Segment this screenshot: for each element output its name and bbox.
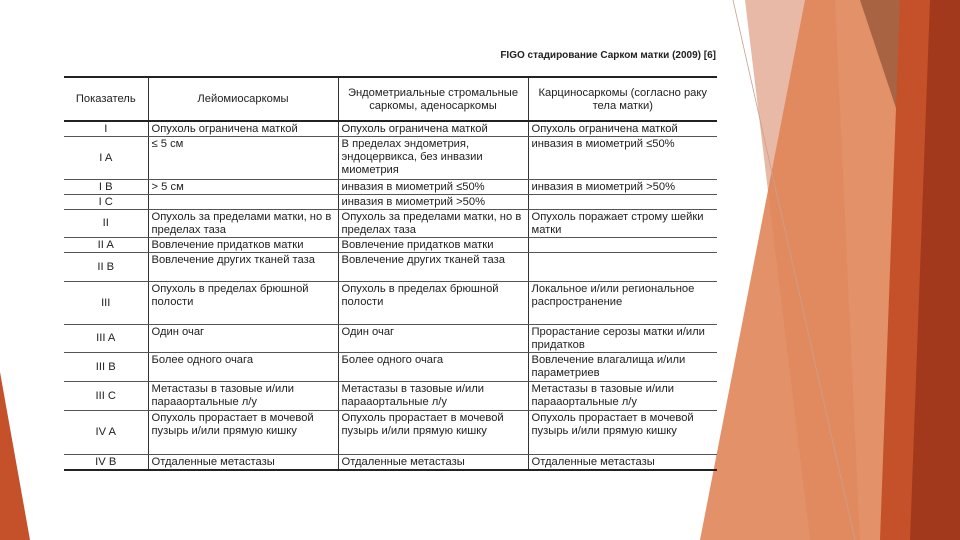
cell-stage: II A [64, 238, 148, 253]
cell-stage: II [64, 210, 148, 238]
cell-carcinosarcoma: Прорастание серозы матки и/или придатков [528, 325, 717, 353]
header-endometrial-stromal: Эндометриальные стромальные саркомы, аденосаркомы [338, 77, 528, 121]
cell-stage: I C [64, 195, 148, 210]
cell-endometrial-stromal: инвазия в миометрий ≤50% [338, 180, 528, 195]
cell-endometrial-stromal: Вовлечение других тканей таза [338, 253, 528, 282]
cell-leiomyosarcoma: Вовлечение других тканей таза [148, 253, 338, 282]
cell-leiomyosarcoma [148, 195, 338, 210]
header-indicator: Показатель [64, 77, 148, 121]
cell-endometrial-stromal: Опухоль за пределами матки, но в пределах таза [338, 210, 528, 238]
table-body [64, 121, 717, 470]
cell-endometrial-stromal: Опухоль прорастает в мочевой пузырь и/или прямую кишку [338, 411, 528, 455]
cell-stage: I [64, 121, 148, 137]
table-header-row [64, 77, 717, 121]
cell-leiomyosarcoma: ≤ 5 см [148, 137, 338, 180]
cell-endometrial-stromal: Вовлечение придатков матки [338, 238, 528, 253]
table-row [64, 210, 717, 238]
cell-stage: IV A [64, 411, 148, 455]
cell-carcinosarcoma: Опухоль прорастает в мочевой пузырь и/или прямую кишку [528, 411, 717, 455]
cell-carcinosarcoma: Локальное и/или региональное распространение [528, 282, 717, 325]
cell-endometrial-stromal: Более одного очага [338, 353, 528, 382]
cell-carcinosarcoma: Отдаленные метастазы [528, 455, 717, 471]
cell-leiomyosarcoma: Один очаг [148, 325, 338, 353]
cell-carcinosarcoma [528, 195, 717, 210]
table-row [64, 238, 717, 253]
table-row [64, 137, 717, 180]
cell-stage: III [64, 282, 148, 325]
header-carcinosarcoma: Карциносаркомы (согласно раку тела матки) [528, 77, 717, 121]
left-triangle-shape [0, 372, 30, 540]
cell-leiomyosarcoma: Вовлечение придатков матки [148, 238, 338, 253]
table-caption: FIGO стадирование Сарком матки (2009) [6] [500, 50, 716, 61]
cell-carcinosarcoma [528, 253, 717, 282]
table-row [64, 180, 717, 195]
cell-endometrial-stromal: Отдаленные метастазы [338, 455, 528, 471]
cell-stage: I B [64, 180, 148, 195]
table-row [64, 195, 717, 210]
cell-leiomyosarcoma: Отдаленные метастазы [148, 455, 338, 471]
cell-stage: III B [64, 353, 148, 382]
cell-stage: IV B [64, 455, 148, 471]
cell-leiomyosarcoma: Опухоль ограничена маткой [148, 121, 338, 137]
cell-leiomyosarcoma: > 5 см [148, 180, 338, 195]
cell-stage: I A [64, 137, 148, 180]
cell-leiomyosarcoma: Опухоль за пределами матки, но в пределах таза [148, 210, 338, 238]
cell-carcinosarcoma: Опухоль поражает строму шейки матки [528, 210, 717, 238]
cell-carcinosarcoma: Опухоль ограничена маткой [528, 121, 717, 137]
cell-stage: II B [64, 253, 148, 282]
cell-leiomyosarcoma: Более одного очага [148, 353, 338, 382]
cell-leiomyosarcoma: Метастазы в тазовые и/или парааортальные л/у [148, 382, 338, 411]
cell-stage: III C [64, 382, 148, 411]
left-red-triangle [0, 372, 30, 540]
table-row [64, 325, 717, 353]
cell-endometrial-stromal: Метастазы в тазовые и/или парааортальные л/у [338, 382, 528, 411]
cell-endometrial-stromal: Опухоль ограничена маткой [338, 121, 528, 137]
right-decorative-triangles [700, 0, 960, 540]
cell-leiomyosarcoma: Опухоль в пределах брюшной полости [148, 282, 338, 325]
figo-staging-table [64, 76, 717, 471]
cell-carcinosarcoma: инвазия в миометрий >50% [528, 180, 717, 195]
cell-carcinosarcoma [528, 238, 717, 253]
table-row [64, 455, 717, 471]
cell-endometrial-stromal: Опухоль в пределах брюшной полости [338, 282, 528, 325]
cell-endometrial-stromal: В пределах эндометрия, эндоцервикса, без инвазии миометрия [338, 137, 528, 180]
table-row [64, 382, 717, 411]
header-leiomyosarcoma: Лейомиосаркомы [148, 77, 338, 121]
table-row [64, 411, 717, 455]
table-row [64, 282, 717, 325]
cell-endometrial-stromal: инвазия в миометрий >50% [338, 195, 528, 210]
table-row [64, 121, 717, 137]
cell-leiomyosarcoma: Опухоль прорастает в мочевой пузырь и/или прямую кишку [148, 411, 338, 455]
cell-carcinosarcoma: инвазия в миометрий ≤50% [528, 137, 717, 180]
table-row [64, 353, 717, 382]
cell-endometrial-stromal: Один очаг [338, 325, 528, 353]
table-row [64, 253, 717, 282]
cell-carcinosarcoma: Вовлечение влагалища и/или параметриев [528, 353, 717, 382]
cell-carcinosarcoma: Метастазы в тазовые и/или парааортальные л/у [528, 382, 717, 411]
cell-stage: III A [64, 325, 148, 353]
